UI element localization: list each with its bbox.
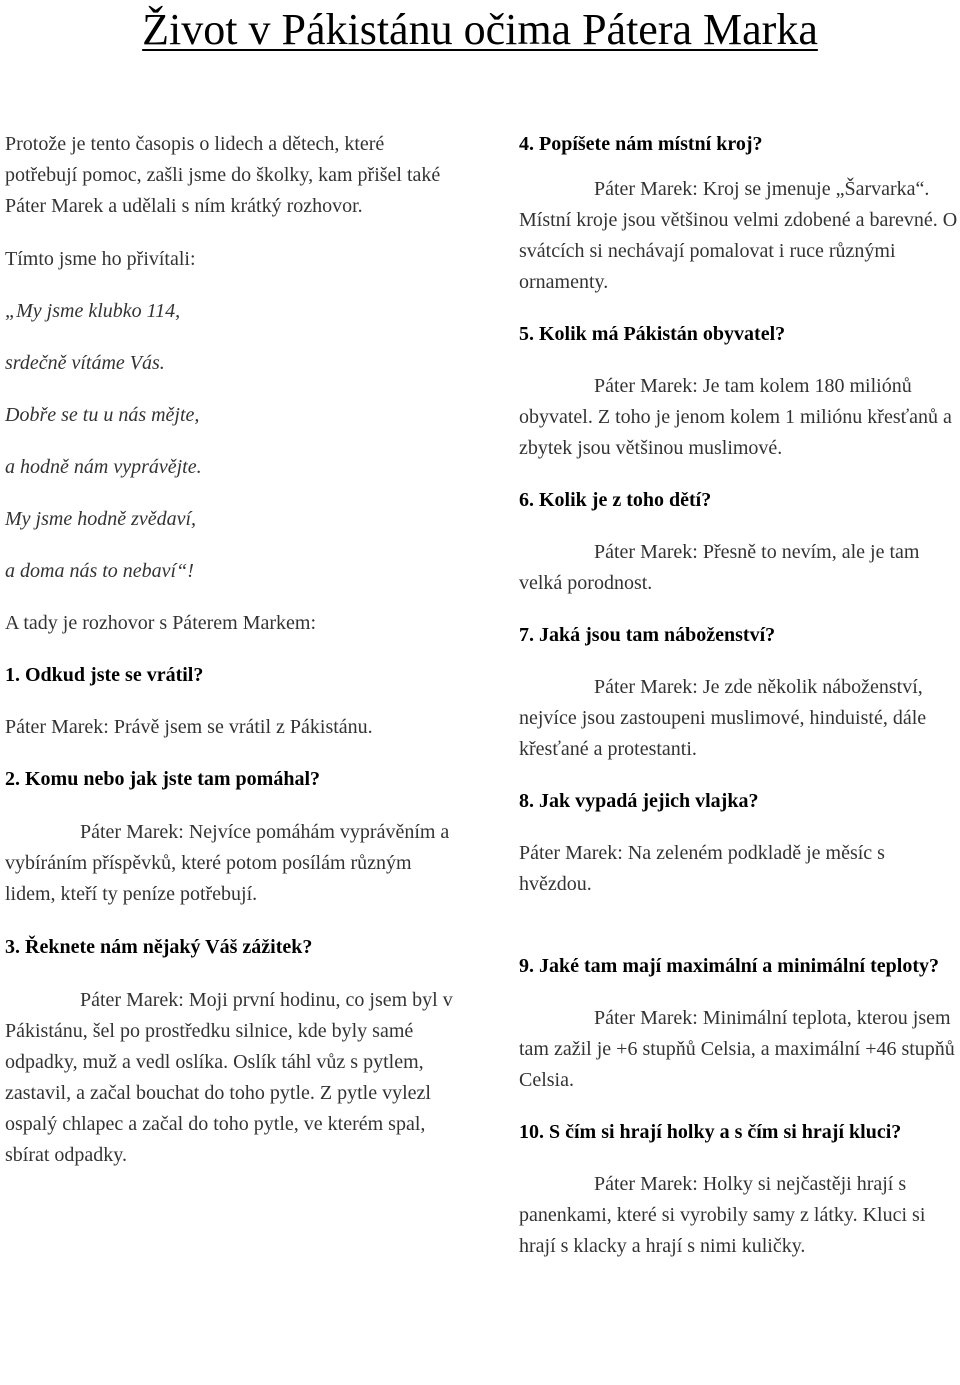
right-column — [519, 129, 960, 1262]
question-10: 10. S čím si hrají holky a s čím si hrají kluci? — [519, 1121, 902, 1143]
answer-4: Páter Marek: Kroj se jmenuje „Šarvarka“. Místní kroje jsou většinou velmi zdobené a barevné. O svátcích si nechávají pomalovat i ruce různými ornamenty. — [519, 178, 958, 293]
poem-line: a doma nás to nebaví“! — [5, 560, 194, 582]
question-2: 2. Komu nebo jak jste tam pomáhal? — [5, 768, 321, 790]
answer-3: Páter Marek: Moji první hodinu, co jsem byl v Pákistánu, šel po prostředku silnice, kde byly samé odpadky, muž a vedl oslíka. Oslík táhl vůz s pytlem, zastavil, a začal bouchat do toho pytle. Z pytle vylezl ospalý chlapec a začal do toho pytle, ve kterém spal, sbírat odpadky. — [5, 989, 453, 1166]
poem-line: a hodně nám vyprávějte. — [5, 456, 202, 478]
answer-6: Páter Marek: Přesně to nevím, ale je tam velká porodnost. — [519, 541, 920, 594]
poem-line: My jsme hodně zvědaví, — [5, 508, 197, 530]
answer-2: Páter Marek: Nejvíce pomáhám vyprávěním a vybíráním příspěvků, které potom posílám různým lidem, kteří ty peníze potřebují. — [5, 821, 450, 905]
question-7: 7. Jaká jsou tam náboženství? — [519, 624, 776, 646]
question-6: 6. Kolik je z toho dětí? — [519, 489, 712, 511]
question-8: 8. Jak vypadá jejich vlajka? — [519, 790, 759, 812]
answer-7: Páter Marek: Je zde několik náboženství, nejvíce jsou zastoupeni muslimové, hinduisté, dále křesťané a protestanti. — [519, 676, 927, 760]
intro-paragraph: Protože je tento časopis o lidech a dětech, které potřebují pomoc, zašli jsme do školky, kam přišel také Páter Marek a udělali s ním krátký rozhovor. — [5, 133, 441, 217]
question-1: 1. Odkud jste se vrátil? — [5, 664, 204, 686]
answer-8: Páter Marek: Na zeleném podkladě je měsíc s hvězdou. — [519, 842, 885, 895]
question-9: 9. Jaké tam mají maximální a minimální teploty? — [519, 955, 939, 977]
poem-line: „My jsme klubko 114, — [5, 300, 181, 322]
poem-line: Dobře se tu u nás mějte, — [5, 404, 200, 426]
question-3: 3. Řeknete nám nějaký Váš zážitek? — [5, 936, 313, 958]
greeting-intro: Tímto jsme ho přivítali: — [5, 248, 196, 270]
interview-intro: A tady je rozhovor s Páterem Markem: — [5, 612, 317, 634]
left-column — [5, 129, 457, 1171]
answer-9: Páter Marek: Minimální teplota, kterou jsem tam zažil je +6 stupňů Celsia, a maximální +46 stupňů Celsia. — [519, 1007, 955, 1091]
poem-line: srdečně vítáme Vás. — [5, 352, 165, 374]
question-5: 5. Kolik má Pákistán obyvatel? — [519, 323, 786, 345]
question-4: 4. Popíšete nám místní kroj? — [519, 133, 763, 155]
article-title: Život v Pákistánu očima Pátera Marka — [142, 5, 818, 54]
answer-5: Páter Marek: Je tam kolem 180 miliónů obyvatel. Z toho je jenom kolem 1 miliónu křesťanů a zbytek jsou většinou muslimové. — [519, 375, 952, 459]
answer-1: Páter Marek: Právě jsem se vrátil z Pákistánu. — [5, 716, 373, 738]
answer-10: Páter Marek: Holky si nejčastěji hrají s panenkami, které si vyrobily samy z látky. Kluci si hrají s klacky a hrají s nimi kuličky. — [519, 1173, 926, 1257]
